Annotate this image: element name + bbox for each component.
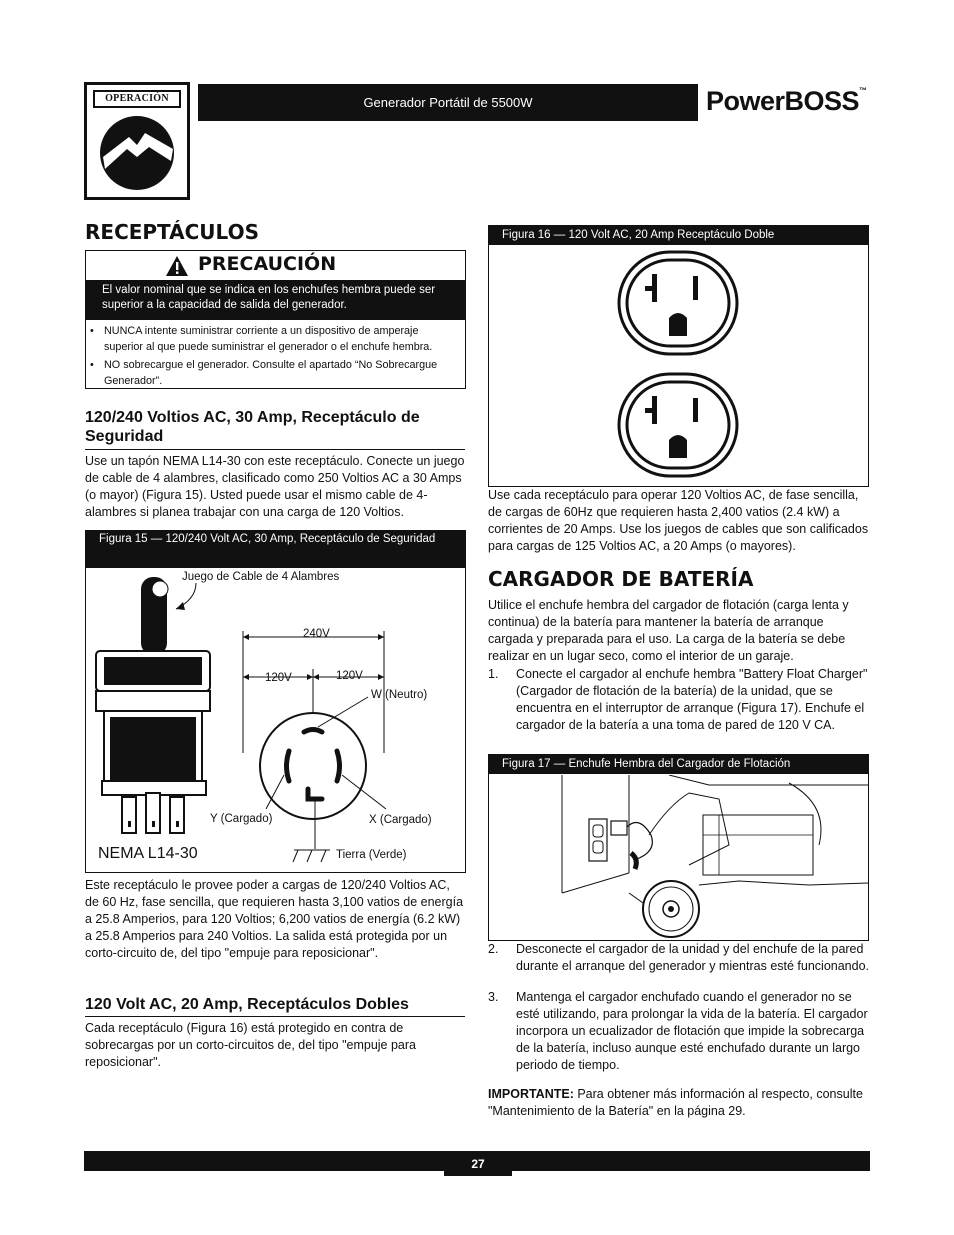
wheel-icon [643, 881, 699, 937]
step-number: 3. [488, 990, 499, 1004]
duplex-receptacle-icon [489, 246, 868, 486]
subheading-duplex-receptacles: 120 Volt AC, 20 Amp, Receptáculos Dobles [85, 996, 409, 1013]
caution-box [85, 250, 466, 389]
caution-title: PRECAUCIÓN [198, 253, 337, 275]
important-note [488, 1086, 870, 1120]
brand-tm: ™ [859, 86, 867, 95]
important-label: IMPORTANTE: [488, 1087, 574, 1101]
important-text: Para obtener más información al respecto, consulte "Mantenimiento de la Batería" en la página 29. [488, 1087, 863, 1118]
product-title: Generador Portátil de 5500W [363, 95, 533, 110]
label-ground: Tierra (Verde) [336, 849, 407, 861]
subheading-safety-receptacle [85, 408, 465, 446]
divider [85, 1016, 465, 1017]
safety-receptacle-text: Use un tapón NEMA L14-30 con este receptáculo. Conecte un juego de cable de 4 alambres, clasificado como 250 Voltios AC a 30 Amps (o mayor) (Figura 15). Usted puede usar el mismo cable de 4-alambres si planea trabajar con una carga de 120 Voltios. [85, 454, 465, 519]
duplex-usage-text: Use cada receptáculo para operar 120 Voltios AC, de fase sencilla, de cargas de 60Hz que requieren hasta 2,400 vatios (2.4 kW) a corrientes de 20 Amps. Use los juegos de cables que son calificados para cargas de 125 Voltios AC, a 20 Amps (o mayores). [488, 488, 869, 553]
duplex-receptacles-text: Cada receptáculo (Figura 16) está protegido en contra de sobrecargas por un corto-circuitos de, del tipo "empuje para reposicionar". [85, 1021, 416, 1069]
battery-charger-illustration [489, 775, 868, 940]
brand-name: PowerBOSS [706, 86, 860, 116]
receptacles-heading: RECEPTÁCULOS [85, 220, 259, 244]
figure15-caption: Figura 15 — 120/240 Volt AC, 30 Amp, Receptáculo de Seguridad [85, 530, 466, 568]
subheading-safety-text: 120/240 Voltios AC, 30 Amp, Receptáculo de Seguridad [85, 409, 420, 445]
caution-item: • NO sobrecargue el generador. Consulte el apartado “No Sobrecargue Generador”. [104, 357, 457, 389]
step-number: 1. [488, 667, 499, 681]
charger-icon [611, 821, 627, 835]
step-text: Desconecte el cargador de la unidad y del enchufe de la pared durante el arranque del generador y mientras esté funcionando. [516, 942, 870, 973]
page-number: 27 [444, 1154, 512, 1176]
figure16-caption: Figura 16 — 120 Volt AC, 20 Amp Receptáculo Doble [488, 225, 869, 245]
caution-item: • NUNCA intente suministrar corriente a un dispositivo de amperaje superior al que puede suministrar el generador o el enchufe hembra. [104, 323, 457, 355]
label-neutral: W (Neutro) [371, 689, 428, 701]
figure15-diagram [86, 569, 465, 872]
step-text: Conecte el cargador al enchufe hembra "Battery Float Charger" (Cargador de flotación de la batería) de la unidad, que se encuentra en el interruptor de arranque (Figura 17). Enchufe el cargador de la batería a una toma de pared de 120 V CA. [516, 667, 868, 732]
label-y-hot: Y (Cargado) [210, 813, 273, 825]
label-cable: Juego de Cable de 4 Alambres [182, 571, 340, 583]
label-120v-left: 120V [265, 672, 292, 684]
outlet-bottom-icon [619, 374, 737, 476]
outlet-top-icon [619, 252, 737, 354]
operation-icon [93, 111, 181, 193]
divider [85, 449, 465, 450]
step-item [488, 666, 870, 734]
charger-steps-2 [488, 941, 870, 1074]
label-120v-right: 120V [336, 670, 363, 682]
label-x-hot: X (Cargado) [369, 814, 432, 826]
battery-charger-intro: Utilice el enchufe hembra del cargador de flotación (carga lenta y continua) de la batería para mantener la batería de arranque cargada y preparada para el uso. La carga de la batería se debe realizar en un lugar seco, como el interior de un garaje. [488, 598, 849, 663]
battery-charger-heading: CARGADOR DE BATERÍA [488, 567, 754, 591]
charger-steps-1 [488, 666, 870, 734]
label-240v: 240V [303, 628, 330, 640]
section-badge [84, 82, 190, 200]
receptacle-l14-30-icon [260, 713, 366, 819]
figure17-caption: Figura 17 — Enchufe Hembra del Cargador de Flotación [488, 754, 869, 774]
step-item [488, 941, 870, 975]
warning-icon [165, 255, 189, 277]
product-title-bar [198, 84, 698, 121]
label-nema: NEMA L14-30 [98, 845, 198, 862]
caution-list [86, 323, 465, 391]
section-badge-label: OPERACIÓN [93, 90, 181, 108]
step-text: Mantenga el cargador enchufado cuando el generador no se esté utilizando, para prolongar la vida de la batería. El cargador incorpora un ecualizador de flotación que impide la sobrecarga de la batería, incluso aunque esté enchufado durante un largo periodo de tiempo. [516, 990, 868, 1072]
plug-icon [96, 651, 210, 833]
step-item [488, 989, 870, 1074]
caution-banner: El valor nominal que se indica en los enchufes hembra puede ser superior a la capacidad de salida del generador. [86, 280, 465, 320]
step-number: 2. [488, 942, 499, 956]
safety-receptacle-output-text: Este receptáculo le provee poder a cargas de 120/240 Voltios AC, de 60 Hz, fase sencilla, que requieren hasta 3,100 vatios de energía a 25.8 Amperios, para 120 Voltios; 6,200 vatios de energía (6.2 kW) a 25.8 Amperios para 240 Voltios. La salida está protegida por un corto-circuito de, del tipo "empuje para reposicionar". [85, 878, 464, 960]
brand-logo [706, 86, 867, 117]
